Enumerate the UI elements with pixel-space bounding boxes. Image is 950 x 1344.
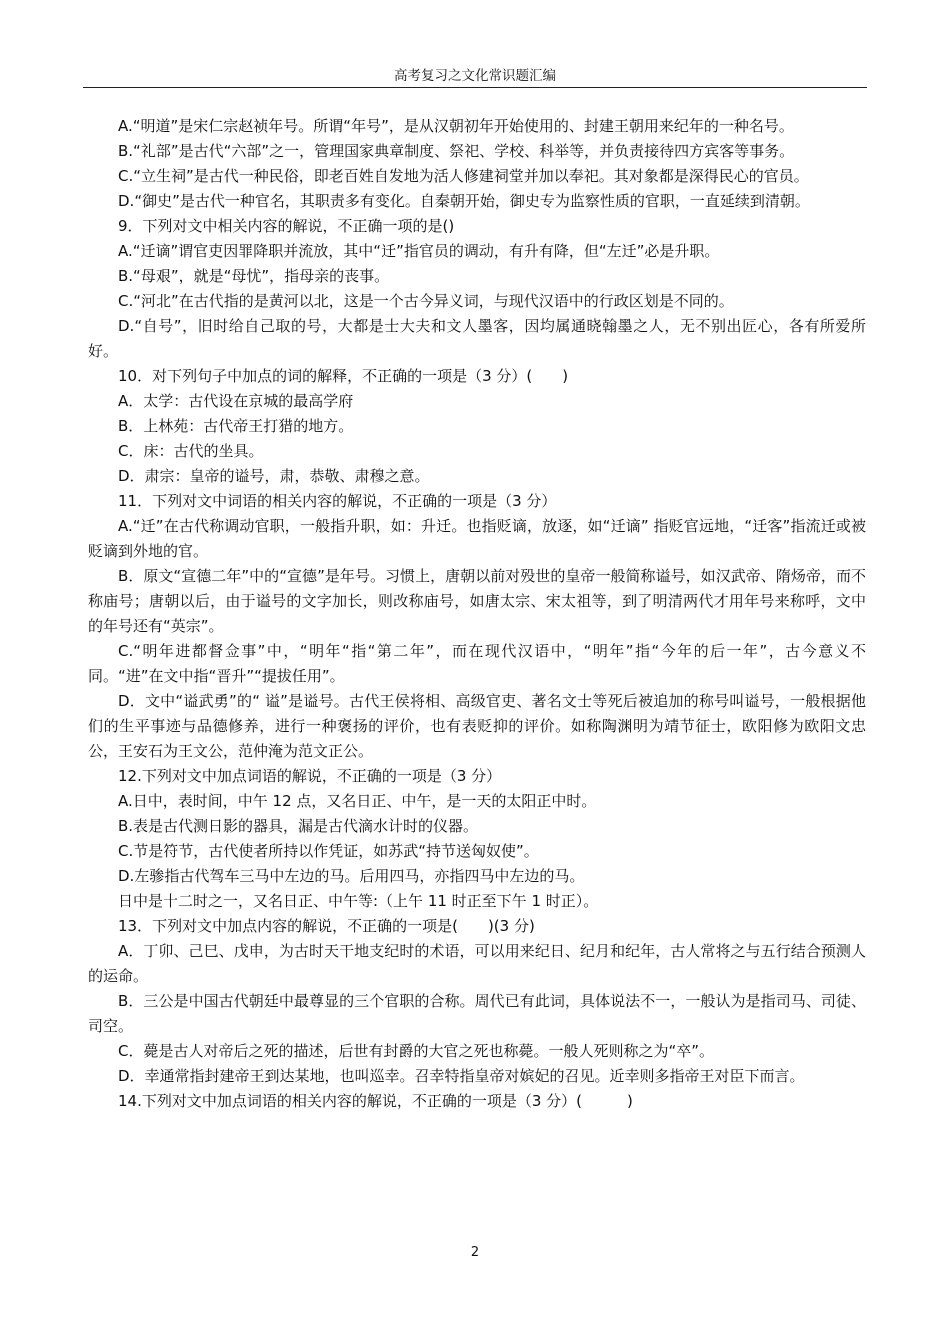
- option-line: B．上林苑：古代帝王打猎的地方。: [118, 417, 354, 435]
- option-line: C.节是符节，古代使者所持以作凭证，如苏武“持节送匈奴使”。: [118, 842, 539, 860]
- question-13: 13．下列对文中加点内容的解说，不正确的一项是( )(3 分): [118, 917, 535, 935]
- question-14: 14.下列对文中加点词语的相关内容的解说，不正确的一项是（3 分）( ): [118, 1092, 633, 1110]
- question-10: 10．对下列句子中加点的词的解释，不正确的一项是（3 分）( ): [118, 367, 569, 385]
- option-line: A．太学：古代设在京城的最高学府: [118, 392, 354, 410]
- question-9: 9．下列对文中相关内容的解说，不正确一项的是(): [118, 217, 455, 235]
- option-line: C．薨是古人对帝后之死的描述，后世有封爵的大官之死也称薨。一般人死则称之为“卒”。: [118, 1042, 715, 1060]
- header-divider: [83, 87, 867, 88]
- option-line: D．肃宗：皇帝的谥号，肃，恭敬、肃穆之意。: [118, 467, 430, 485]
- option-line: D.“御史”是古代一种官名，其职责多有变化。自秦朝开始，御史专为监察性质的官职，一直延续到清朝。: [118, 192, 810, 210]
- option-line: A.“迁谪”谓官吏因罪降职并流放，其中“迁”指官员的调动，有升有降，但“左迁”必是升职。: [118, 242, 720, 260]
- option-line: A.“明道”是宋仁宗赵祯年号。所谓“年号”，是从汉朝初年开始使用的、封建王朝用来纪年的一种名号。: [118, 117, 794, 135]
- option-line: B.“母艰”，就是“母忧”，指母亲的丧事。: [118, 267, 390, 285]
- option-line: C.“河北”在古代指的是黄河以北，这是一个古今异义词，与现代汉语中的行政区划是不同的。: [118, 292, 734, 310]
- option-line: A.“迁”在古代称调动官职，一般指升职，如：升迁。也指贬谪，放逐，如“迁谪” 指贬官远地，“迁客”指流迁或被贬谪到外地的官。: [88, 517, 866, 560]
- document-body: [88, 114, 866, 1114]
- option-line: B．三公是中国古代朝廷中最尊显的三个官职的合称。周代已有此词，具体说法不一，一般认为是指司马、司徒、司空。: [88, 992, 866, 1035]
- option-line: B.“礼部”是古代“六部”之一，管理国家典章制度、祭祀、学校、科举等，并负责接待四方宾客等事务。: [118, 142, 795, 160]
- page-header: 高考复习之文化常识题汇编: [394, 68, 556, 84]
- option-line: C.“立生祠”是古代一种民俗，即老百姓自发地为活人修建祠堂并加以奉祀。其对象都是深得民心的官员。: [118, 167, 809, 185]
- page-number: 2: [470, 1245, 480, 1260]
- option-line: D.“自号”，旧时给自己取的号，大都是士大夫和文人墨客，因均属通晓翰墨之人，无不别出匠心，各有所爱所好。: [88, 317, 866, 360]
- option-line: C.“明年进都督佥事”中，“明年“指“第二年”，而在现代汉语中，“明年”指“今年的后一年”，古今意义不同。“进”在文中指“晋升”“提拔任用”。: [88, 642, 866, 685]
- option-line: D.左骖指古代驾车三马中左边的马。后用四马，亦指四马中左边的马。: [118, 867, 585, 885]
- question-12: 12.下列对文中加点词语的解说，不正确的一项是（3 分）: [118, 767, 502, 785]
- option-line: D．幸通常指封建帝王到达某地，也叫巡幸。召幸特指皇帝对嫔妃的召见。近幸则多指帝王对臣下而言。: [118, 1067, 805, 1085]
- option-line: A．丁卯、己巳、戊申，为古时天干地支纪时的术语，可以用来纪日、纪月和纪年，古人常将之与五行结合预测人的运命。: [88, 942, 866, 985]
- option-line: A.日中，表时间，中午 12 点，又名日正、中午，是一天的太阳正中时。: [118, 792, 597, 810]
- option-line: B．原文“宣德二年”中的“宣德”是年号。习惯上，唐朝以前对殁世的皇帝一般简称谥号，如汉武帝、隋炀帝，而不称庙号；唐朝以后，由于谥号的文字加长，则改称庙号，如唐太宗、宋太祖等，到了明清两代才用年号来称呼，文中的年号还有“英宗”。: [88, 567, 866, 635]
- option-line: C．床：古代的坐具。: [118, 442, 264, 460]
- option-line: B.表是古代测日影的器具，漏是古代滴水计时的仪器。: [118, 817, 479, 835]
- note-line: 日中是十二时之一，又名日正、中午等:（上午 11 时正至下午 1 时正）。: [118, 892, 599, 910]
- question-11: 11．下列对文中词语的相关内容的解说，不正确的一项是（3 分）: [118, 492, 557, 510]
- option-line: D．文中“谥武勇”的“ 谥”是谥号。古代王侯将相、高级官吏、著名文士等死后被追加的称号叫谥号，一般根据他们的生平事迹与品德修养，进行一种褒扬的评价，也有表贬抑的评价。如称陶渊明为靖节征士，欧阳修为欧阳文忠公，王安石为王文公，范仲淹为范文正公。: [88, 692, 866, 760]
